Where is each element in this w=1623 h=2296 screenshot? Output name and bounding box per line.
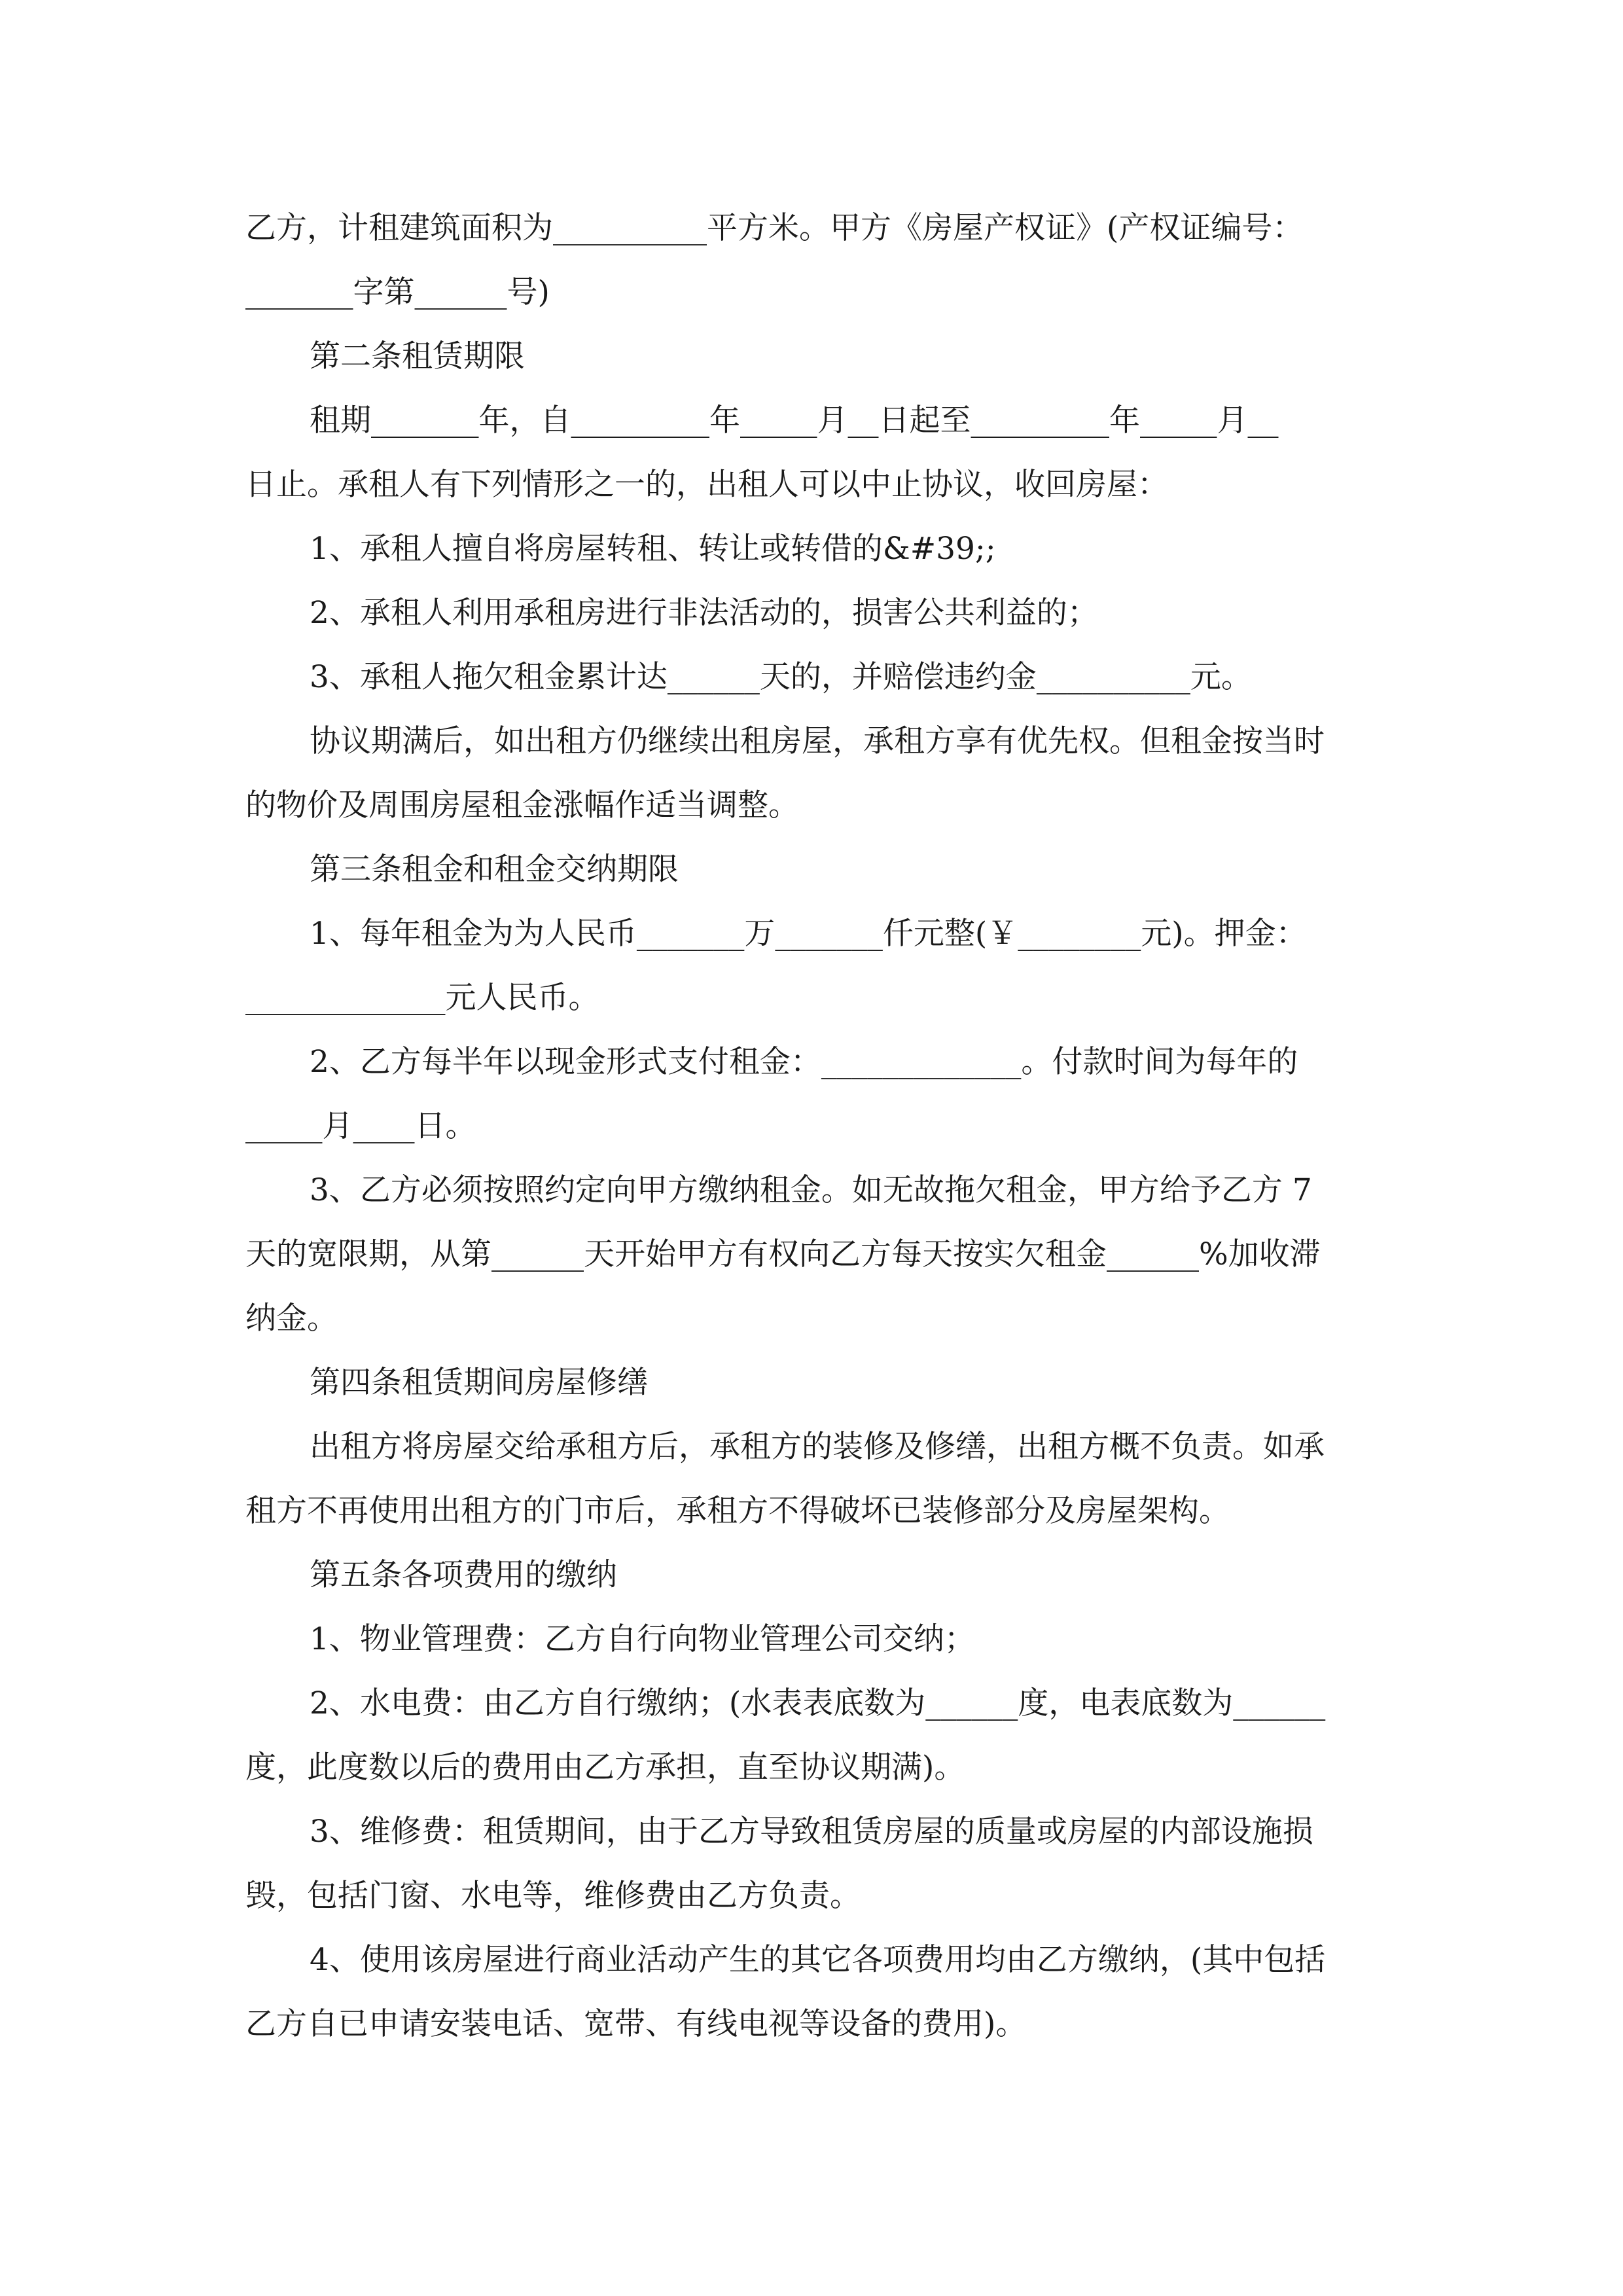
text-line: 第二条租赁期限 bbox=[310, 338, 525, 374]
contract-body bbox=[245, 196, 1378, 2056]
text-line: _____________元人民币。 bbox=[245, 980, 599, 1016]
text-line: 租方不再使用出租方的门市后，承租方不得破坏已装修部分及房屋架构。 bbox=[245, 1493, 1230, 1529]
text-line: 2、乙方每半年以现金形式支付租金：_____________。付款时间为每年的 bbox=[310, 1044, 1298, 1080]
text-line: 1、每年租金为为人民币_______万_______仟元整(￥________元)。押金： bbox=[310, 916, 1307, 952]
text-line: _______字第______号) bbox=[245, 274, 550, 310]
text-line: 第四条租赁期间房屋修缮 bbox=[310, 1365, 648, 1401]
text-line: 2、水电费：由乙方自行缴纳；(水表表底数为______度，电表底数为______ bbox=[310, 1685, 1326, 1721]
text-line: 乙方自已申请安装电话、宽带、有线电视等设备的费用)。 bbox=[245, 2006, 1027, 2042]
text-line: 1、物业管理费：乙方自行向物业管理公司交纳； bbox=[310, 1621, 975, 1657]
text-line: 租期_______年，自_________年_____月__日起至_________年_____月__ bbox=[310, 403, 1279, 439]
text-line: 毁，包括门窗、水电等，维修费由乙方负责。 bbox=[245, 1878, 861, 1914]
text-line: 乙方，计租建筑面积为__________平方米。甲方《房屋产权证》(产权证编号： bbox=[245, 210, 1304, 246]
text-line: 3、维修费：租赁期间，由于乙方导致租赁房屋的质量或房屋的内部设施损 bbox=[310, 1814, 1313, 1850]
text-line: 2、承租人利用承租房进行非法活动的，损害公共利益的； bbox=[310, 595, 1098, 631]
text-line: 出租方将房屋交给承租方后，承租方的装修及修缮，出租方概不负责。如承 bbox=[310, 1429, 1325, 1465]
text-line: 3、承租人拖欠租金累计达______天的，并赔偿违约金__________元。 bbox=[310, 659, 1252, 695]
text-line: _____月____日。 bbox=[245, 1108, 476, 1144]
text-line: 3、乙方必须按照约定向甲方缴纳租金。如无故拖欠租金，甲方给予乙方 7 bbox=[310, 1172, 1312, 1208]
text-line: 天的宽限期，从第______天开始甲方有权向乙方每天按实欠租金______%加收滞 bbox=[245, 1236, 1321, 1272]
text-line: 1、承租人擅自将房屋转租、转让或转借的&#39;; bbox=[310, 531, 996, 567]
text-line: 纳金。 bbox=[245, 1300, 338, 1336]
text-line: 的物价及周围房屋租金涨幅作适当调整。 bbox=[245, 787, 799, 823]
text-line: 第五条各项费用的缴纳 bbox=[310, 1557, 617, 1593]
text-line: 度，此度数以后的费用由乙方承担，直至协议期满)。 bbox=[245, 1749, 965, 1785]
text-line: 日止。承租人有下列情形之一的，出租人可以中止协议，收回房屋： bbox=[245, 467, 1168, 503]
text-line: 协议期满后，如出租方仍继续出租房屋，承租方享有优先权。但租金按当时 bbox=[310, 723, 1325, 759]
text-line: 第三条租金和租金交纳期限 bbox=[310, 852, 679, 888]
text-line: 4、使用该房屋进行商业活动产生的其它各项费用均由乙方缴纳，(其中包括 bbox=[310, 1942, 1326, 1978]
